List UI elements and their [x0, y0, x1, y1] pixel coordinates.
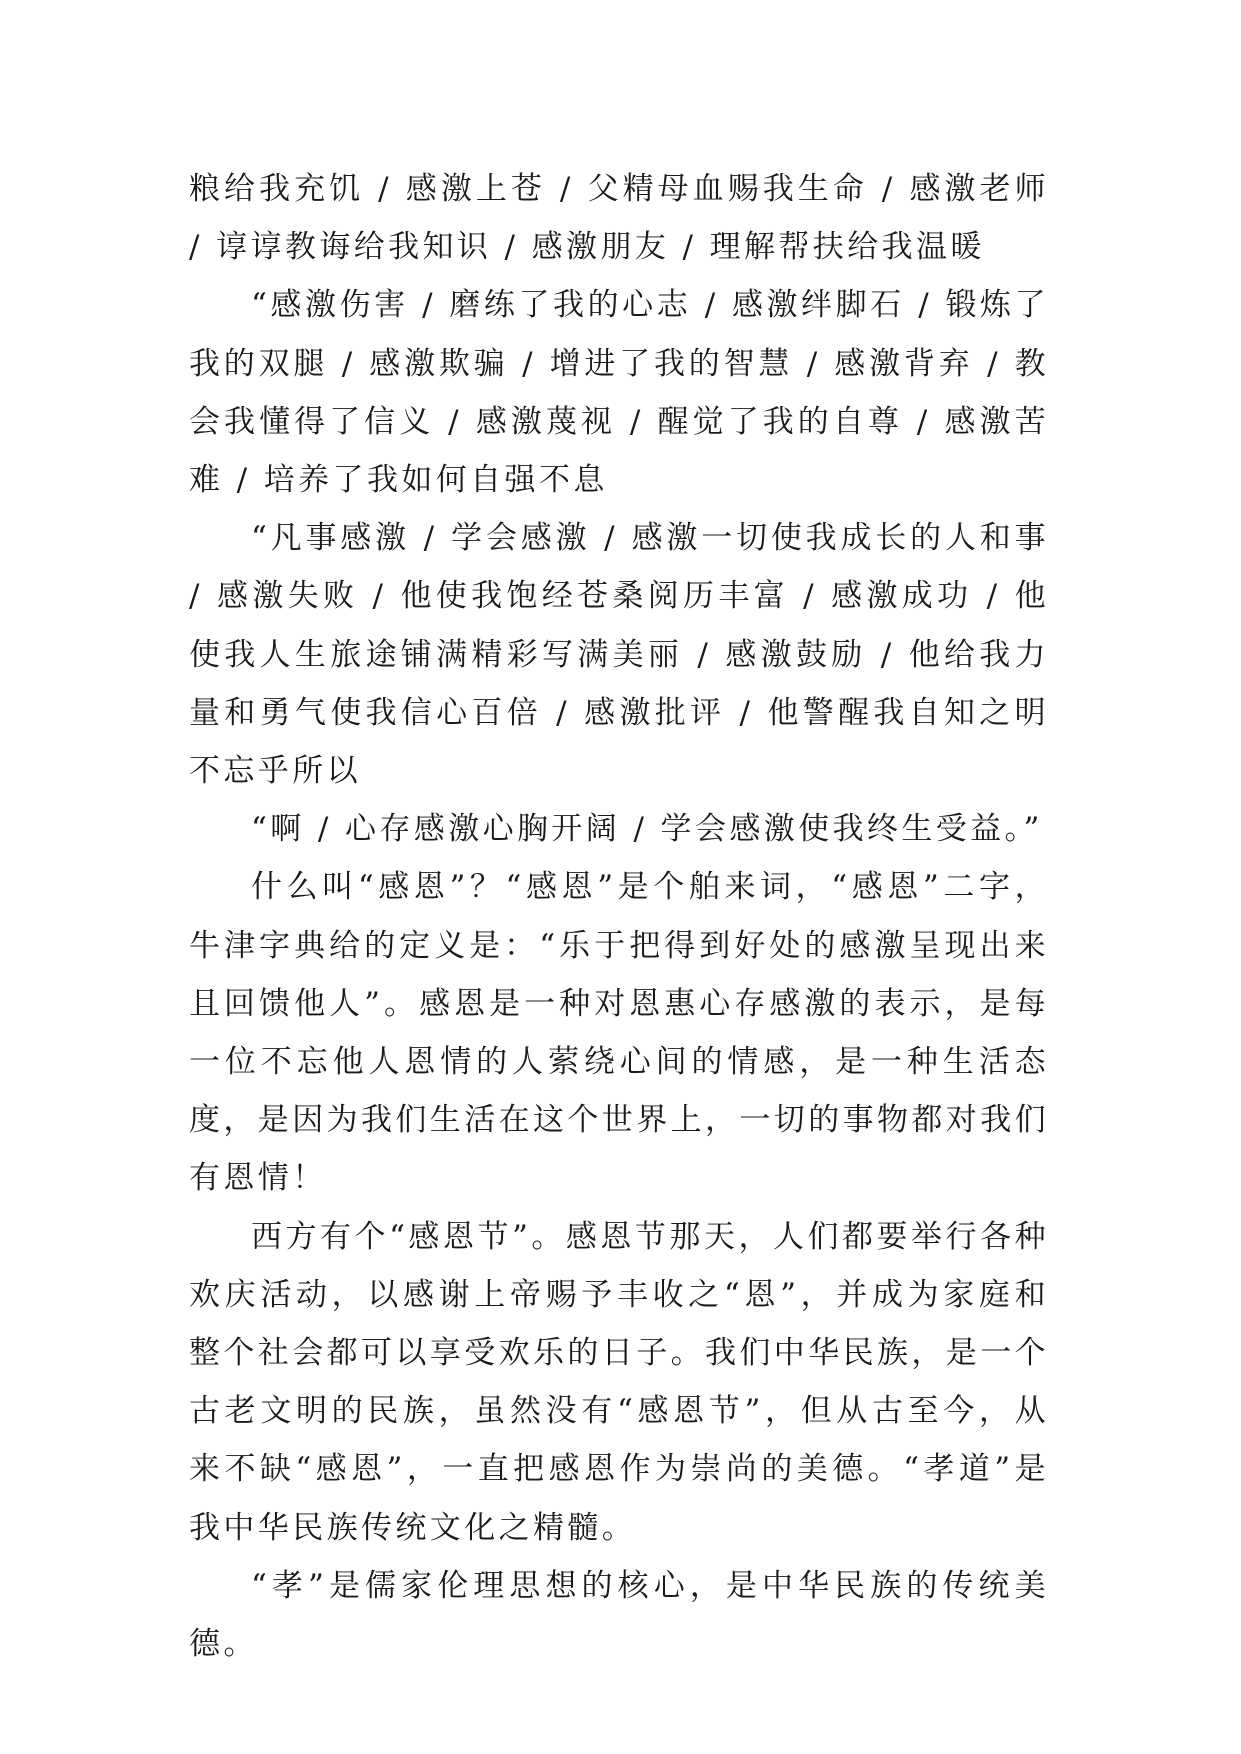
body-text	[189, 160, 1049, 1673]
paragraph: “啊 / 心存感激心胸开阔 / 学会感激使我终生受益。”	[251, 811, 1043, 848]
paragraph: 粮给我充饥 / 感激上苍 / 父精母血赐我生命 / 感激老师 / 谆谆教诲给我知识 / 感激朋友 / 理解帮扶给我温暖	[189, 171, 1049, 266]
paragraph: “感激伤害 / 磨练了我的心志 / 感激绊脚石 / 锻炼了我的双腿 / 感激欺骗 / 增进了我的智慧 / 感激背弃 / 教会我懂得了信义 / 感激蔑视 / 醒觉了我的自尊 / 感激苦难 / 培养了我如何自强不息	[189, 287, 1049, 499]
paragraph: “孝”是儒家伦理思想的核心，是中华民族的传统美德。	[189, 1567, 1049, 1663]
paragraph: 西方有个“感恩节”。感恩节那天，人们都要举行各种欢庆活动，以感谢上帝赐予丰收之“恩”，并成为家庭和整个社会都可以享受欢乐的日子。我们中华民族，是一个古老文明的民族，虽然没有“感恩节”，但从古至今，从来不缺“感恩”，一直把感恩作为崇尚的美德。“孝道”是我中华民族传统文化之精髓。	[189, 1218, 1049, 1546]
paragraph: “凡事感激 / 学会感激 / 感激一切使我成长的人和事 / 感激失败 / 他使我饱经苍桑阅历丰富 / 感激成功 / 他使我人生旅途铺满精彩写满美丽 / 感激鼓励 / 他给我力量和勇气使我信心百倍 / 感激批评 / 他警醒我自知之明不忘乎所以	[189, 520, 1049, 790]
paragraph: 什么叫“感恩”？“感恩”是个舶来词，“感恩”二字，牛津字典给的定义是：“乐于把得到好处的感激呈现出来且回馈他人”。感恩是一种对恩惠心存感激的表示，是每一位不忘他人恩情的人萦绕心间的情感，是一种生活态度，是因为我们生活在这个世界上，一切的事物都对我们有恩情！	[189, 869, 1049, 1197]
